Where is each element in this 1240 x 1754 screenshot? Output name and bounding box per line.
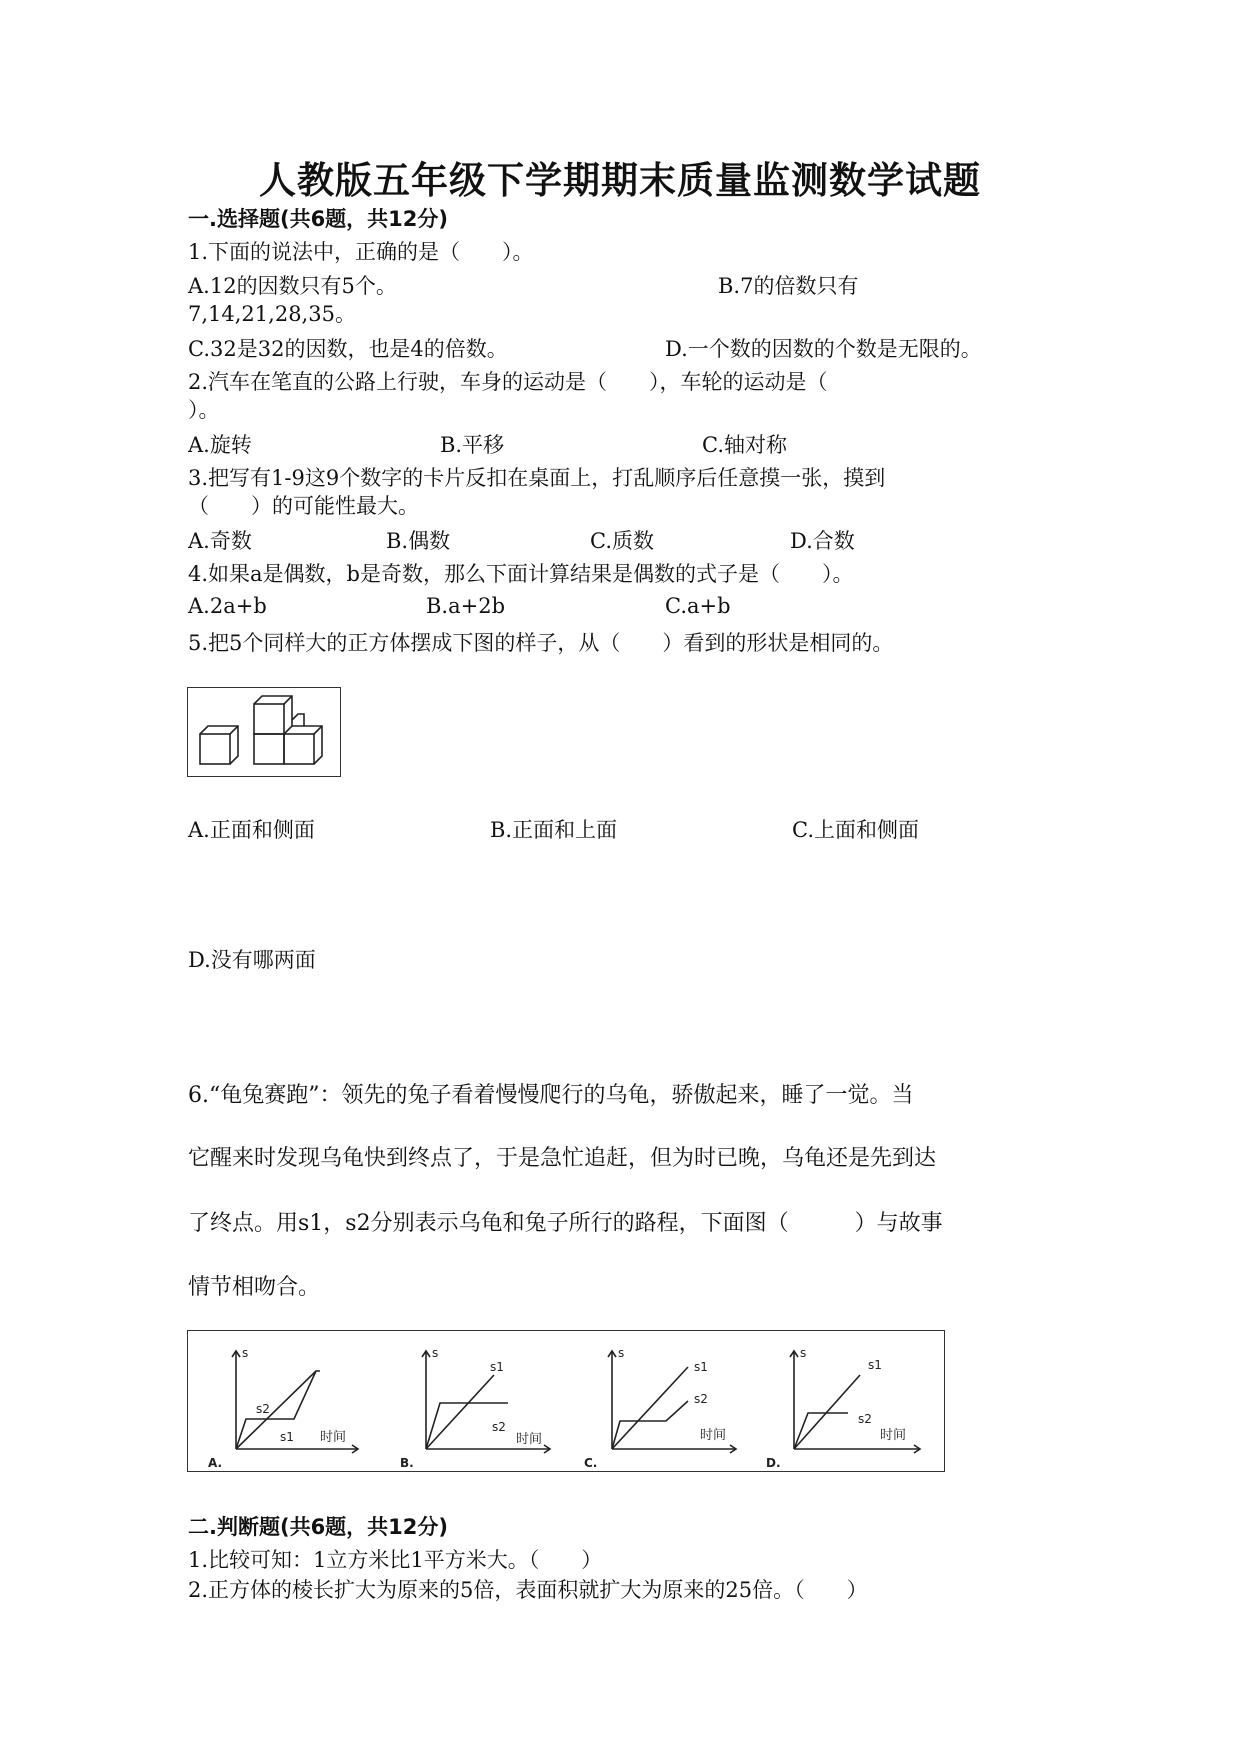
q5-option-b: B.正面和上面: [490, 818, 618, 842]
q6-line-4: 情节相吻合。: [188, 1275, 321, 1300]
q3-option-b: B.偶数: [386, 529, 451, 553]
q6-line-1: 6.“龟兔赛跑”：领先的兔子看着慢慢爬行的乌龟，骄傲起来，睡了一觉。当: [188, 1083, 914, 1108]
q4-option-c: C.a+b: [665, 594, 731, 618]
q2-stem: 2.汽车在笔直的公路上行驶，车身的运动是（ ），车轮的运动是（: [188, 370, 828, 394]
q3-option-d: D.合数: [790, 529, 855, 553]
cube-stack-figure: [187, 687, 341, 777]
graph-b-s1-label: s1: [490, 1360, 504, 1374]
q1-stem: 1.下面的说法中，正确的是（ ）。: [188, 240, 534, 264]
graph-b-time-label: 时间: [516, 1432, 543, 1447]
page-title: 人教版五年级下学期期末质量监测数学试题: [259, 159, 981, 202]
cube-stack-drawing: [188, 688, 340, 776]
section-1-heading: 一.选择题(共6题，共12分): [188, 207, 449, 231]
graph-d-y-label: s: [800, 1346, 807, 1360]
q4-option-b: B.a+2b: [426, 594, 506, 618]
q5-stem: 5.把5个同样大的正方体摆成下图的样子，从（ ）看到的形状是相同的。: [188, 631, 894, 655]
graph-d-s1-label: s1: [868, 1358, 882, 1372]
q1-option-a: A.12的因数只有5个。: [188, 274, 397, 298]
q5-option-d: D.没有哪两面: [188, 948, 316, 972]
q1-option-c: C.32是32的因数，也是4的倍数。: [188, 337, 508, 361]
graph-d-s2-label: s2: [858, 1412, 872, 1426]
race-graphs-drawing: [188, 1331, 944, 1471]
q2-option-c: C.轴对称: [702, 433, 787, 457]
q1-option-b-cont: 7,14,21,28,35。: [188, 302, 356, 326]
graph-a-s1-label: s1: [280, 1430, 294, 1444]
graph-c-s2-label: s2: [694, 1392, 708, 1406]
q3-stem-cont: （ ）的可能性最大。: [188, 494, 419, 518]
q2-stem-cont: ）。: [188, 398, 220, 422]
section-2-heading: 二.判断题(共6题，共12分): [188, 1515, 449, 1539]
graph-a-time-label: 时间: [320, 1430, 347, 1445]
q3-option-c: C.质数: [590, 529, 654, 553]
judge-q2: 2.正方体的棱长扩大为原来的5倍，表面积就扩大为原来的25倍。（ ）: [188, 1578, 868, 1602]
q2-option-b: B.平移: [440, 433, 505, 457]
graph-c-time-label: 时间: [700, 1428, 727, 1443]
race-graphs-figure: [187, 1330, 945, 1472]
q5-option-a: A.正面和侧面: [188, 818, 315, 842]
graph-b-s2-label: s2: [492, 1420, 506, 1434]
graph-c-letter: C.: [584, 1456, 598, 1470]
q4-stem: 4.如果a是偶数，b是奇数，那么下面计算结果是偶数的式子是（ ）。: [188, 562, 854, 586]
q2-option-a: A.旋转: [188, 433, 252, 457]
graph-b-y-label: s: [432, 1346, 439, 1360]
q6-line-2: 它醒来时发现乌龟快到终点了，于是急忙追赶，但为时已晚，乌龟还是先到达: [188, 1146, 937, 1171]
q6-line-3: 了终点。用s1，s2分别表示乌龟和兔子所行的路程，下面图（ ）与故事: [188, 1211, 943, 1236]
graph-d-letter: D.: [766, 1456, 781, 1470]
judge-q1: 1.比较可知：1立方米比1平方米大。（ ）: [188, 1548, 603, 1572]
graph-a-letter: A.: [208, 1456, 223, 1470]
q4-option-a: A.2a+b: [188, 594, 267, 618]
q5-option-c: C.上面和侧面: [792, 818, 919, 842]
graph-a-s2-label: s2: [256, 1402, 270, 1416]
graph-a-y-label: s: [242, 1346, 249, 1360]
q3-option-a: A.奇数: [188, 529, 252, 553]
graph-b-letter: B.: [400, 1456, 414, 1470]
graph-c-s1-label: s1: [694, 1360, 708, 1374]
graph-c-y-label: s: [618, 1346, 625, 1360]
q1-option-d: D.一个数的因数的个数是无限的。: [665, 337, 982, 361]
q3-stem: 3.把写有1-9这9个数字的卡片反扣在桌面上，打乱顺序后任意摸一张，摸到: [188, 466, 886, 490]
graph-d-time-label: 时间: [880, 1428, 907, 1443]
q1-option-b: B.7的倍数只有: [718, 274, 859, 298]
